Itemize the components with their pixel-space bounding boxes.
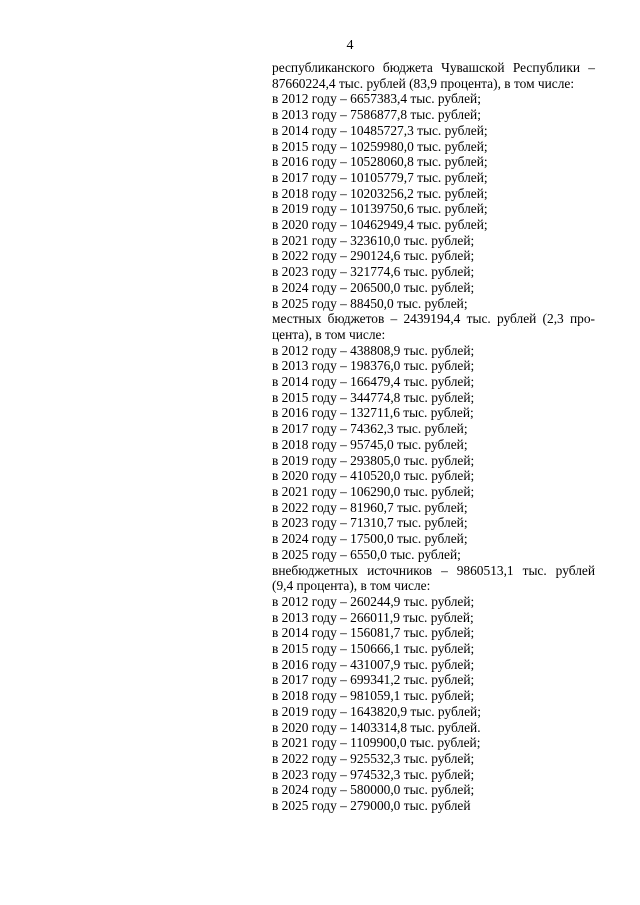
local-budgets-section	[272, 311, 595, 562]
year-line: в 2019 году – 10139750,6 тыс. рублей;	[272, 201, 488, 217]
extrabudgetary-section	[272, 563, 595, 814]
year-line: в 2025 году – 6550,0 тыс. рублей;	[272, 546, 461, 562]
year-line: в 2021 году – 106290,0 тыс. рублей;	[272, 483, 475, 499]
year-line: в 2021 году – 323610,0 тыс. рублей;	[272, 232, 475, 248]
year-line: в 2025 году – 88450,0 тыс. рублей;	[272, 295, 468, 311]
year-line: в 2023 году – 974532,3 тыс. рублей;	[272, 766, 475, 782]
year-line: в 2013 году – 7586877,8 тыс. рублей;	[272, 107, 481, 123]
year-line: в 2018 году – 95745,0 тыс. рублей;	[272, 436, 468, 452]
extrabudgetary-intro-line-1: внебюджетных источников – 9860513,1 тыс. рублей	[272, 562, 595, 578]
year-line: в 2020 году – 10462949,4 тыс. рублей;	[272, 217, 488, 233]
extrabudgetary-intro-line-2: (9,4 процента), в том числе:	[272, 578, 431, 594]
year-line: в 2019 году – 293805,0 тыс. рублей;	[272, 452, 475, 468]
year-line: в 2016 году – 431007,9 тыс. рублей;	[272, 656, 475, 672]
year-line: в 2022 году – 81960,7 тыс. рублей;	[272, 499, 468, 515]
year-line: в 2024 году – 17500,0 тыс. рублей;	[272, 531, 468, 547]
local-budgets-intro-line-2: цента), в том числе:	[272, 326, 386, 342]
year-line: в 2023 году – 321774,6 тыс. рублей;	[272, 264, 475, 280]
year-line: в 2018 году – 10203256,2 тыс. рублей;	[272, 185, 488, 201]
year-line: в 2012 году – 438808,9 тыс. рублей;	[272, 342, 475, 358]
year-line: в 2023 году – 71310,7 тыс. рублей;	[272, 515, 468, 531]
document-body	[272, 60, 595, 814]
year-line: в 2014 году – 10485727,3 тыс. рублей;	[272, 122, 488, 138]
year-line: в 2017 году – 74362,3 тыс. рублей;	[272, 421, 468, 437]
year-line: в 2018 году – 981059,1 тыс. рублей;	[272, 688, 475, 704]
year-line: в 2022 году – 290124,6 тыс. рублей;	[272, 248, 475, 264]
year-line: в 2012 году – 260244,9 тыс. рублей;	[272, 593, 475, 609]
year-line: в 2020 году – 410520,0 тыс. рублей;	[272, 468, 475, 484]
republic-budget-intro-line-2: 87660224,4 тыс. рублей (83,9 процента), в том числе:	[272, 75, 575, 91]
year-line: в 2015 году – 344774,8 тыс. рублей;	[272, 389, 475, 405]
year-line: в 2014 году – 166479,4 тыс. рублей;	[272, 374, 475, 390]
republic-budget-years	[272, 91, 595, 311]
republic-budget-section	[272, 60, 595, 311]
year-line: в 2024 году – 206500,0 тыс. рублей;	[272, 279, 475, 295]
year-line: в 2015 году – 150666,1 тыс. рублей;	[272, 641, 475, 657]
year-line: в 2013 году – 266011,9 тыс. рублей;	[272, 609, 474, 625]
year-line: в 2015 году – 10259980,0 тыс. рублей;	[272, 138, 488, 154]
republic-budget-intro-line-1: республиканского бюджета Чувашской Республики –	[272, 60, 595, 75]
extrabudgetary-years	[272, 594, 595, 814]
year-line: в 2013 году – 198376,0 тыс. рублей;	[272, 358, 475, 374]
year-line: в 2022 году – 925532,3 тыс. рублей;	[272, 750, 475, 766]
year-line: в 2016 году – 10528060,8 тыс. рублей;	[272, 154, 488, 170]
year-line: в 2014 году – 156081,7 тыс. рублей;	[272, 625, 475, 641]
year-line: в 2024 году – 580000,0 тыс. рублей;	[272, 782, 475, 798]
year-line: в 2025 году – 279000,0 тыс. рублей	[272, 798, 471, 814]
year-line: в 2019 году – 1643820,9 тыс. рублей;	[272, 703, 481, 719]
local-budgets-years	[272, 343, 595, 563]
year-line: в 2017 году – 10105779,7 тыс. рублей;	[272, 169, 488, 185]
page-number: 4	[346, 38, 354, 53]
year-line: в 2020 году – 1403314,8 тыс. рублей.	[272, 719, 481, 735]
year-line: в 2012 году – 6657383,4 тыс. рублей;	[272, 91, 481, 107]
year-line: в 2021 году – 1109900,0 тыс. рублей;	[272, 735, 481, 751]
local-budgets-intro-line-1: местных бюджетов – 2439194,4 тыс. рублей (2,3 про-	[272, 311, 595, 327]
year-line: в 2016 году – 132711,6 тыс. рублей;	[272, 405, 474, 421]
year-line: в 2017 году – 699341,2 тыс. рублей;	[272, 672, 475, 688]
